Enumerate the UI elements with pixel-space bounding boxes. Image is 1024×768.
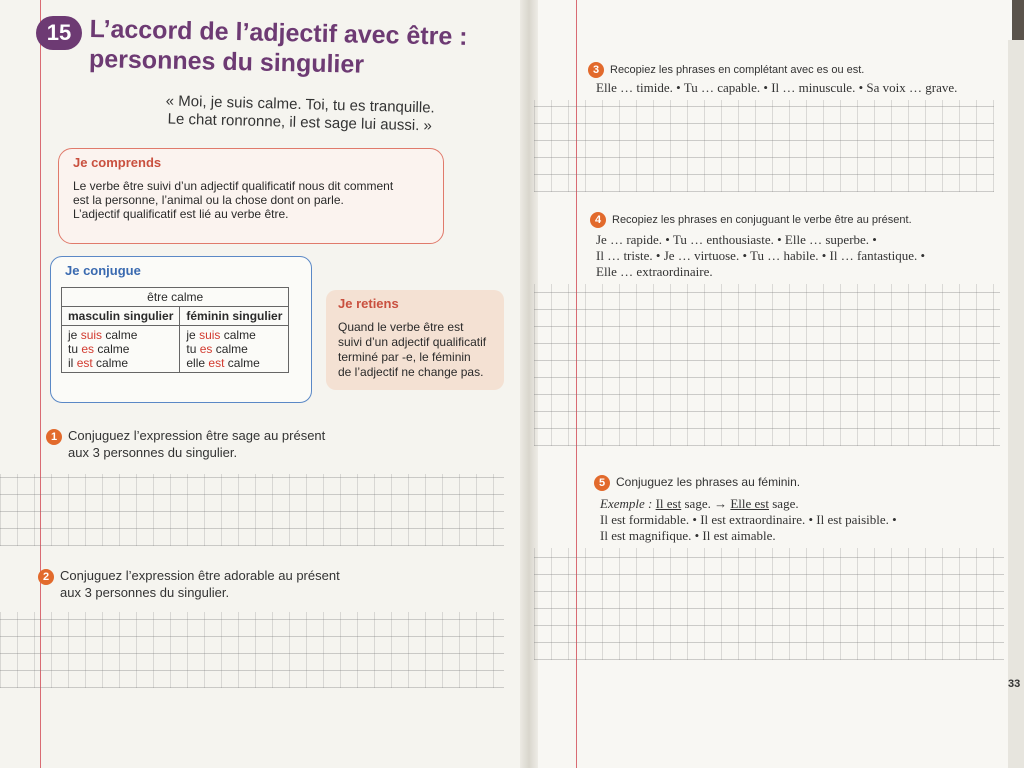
masc-cell — [62, 326, 180, 373]
fem-cell — [180, 326, 289, 373]
col-masculin: masculin singulier — [62, 307, 180, 326]
exercise-5 — [594, 474, 800, 491]
masc-row — [68, 342, 173, 356]
exercise-3-writing-grid[interactable] — [534, 100, 994, 192]
pronoun: je — [68, 328, 78, 342]
je-conjugue-box — [50, 256, 312, 403]
verb: suis — [80, 328, 103, 342]
masc-row — [68, 356, 173, 370]
table-title: être calme — [62, 288, 289, 307]
col-feminin: féminin singulier — [180, 307, 289, 326]
fem-row — [186, 342, 282, 356]
exercise-2-writing-grid[interactable] — [0, 612, 504, 688]
exercise-5-sentences — [600, 496, 897, 544]
example-subject-fem: Elle est — [730, 496, 769, 511]
comprends-line3: L’adjectif qualificatif est lié au verbe être. — [73, 207, 289, 221]
adjective: calme — [223, 328, 256, 342]
retiens-line2: suivi d’un adjectif qualificatif — [338, 335, 487, 349]
example-mid: sage. → — [684, 496, 728, 511]
verb: es — [81, 342, 95, 356]
comprends-line2: est la personne, l’animal ou la chose dont on parle. — [73, 193, 344, 207]
example-label: Exemple : — [600, 496, 653, 511]
page-edges — [1008, 40, 1024, 768]
exercise-5-line2: Il est magnifique. • Il est aimable. — [600, 528, 776, 543]
exercise-4-line3: Elle … extraordinaire. — [596, 264, 713, 279]
exercise-2 — [38, 568, 340, 601]
pronoun: tu — [68, 342, 79, 356]
lesson-title — [89, 14, 468, 82]
exercise-5-instruction: Conjuguez les phrases au féminin. — [616, 475, 801, 489]
adjective: calme — [96, 356, 129, 370]
exercise-2-line1: Conjuguez l’expression être adorable au présent — [60, 568, 340, 583]
retiens-line1: Quand le verbe être est — [338, 320, 464, 334]
exercise-5-badge: 5 — [594, 475, 610, 491]
fem-row — [186, 356, 282, 370]
exercise-1-line2: aux 3 personnes du singulier. — [68, 444, 238, 460]
exercise-4 — [590, 212, 912, 228]
example-subject-masc: Il est — [655, 496, 682, 511]
page-number: 33 — [1008, 678, 1021, 690]
je-retiens-text — [338, 320, 498, 380]
conjugation-table — [61, 287, 289, 373]
exercise-4-instruction: Recopiez les phrases en conjuguant le verbe être au présent. — [612, 214, 912, 226]
exercise-4-line1: Je … rapide. • Tu … enthousiaste. • Elle … superbe. • — [596, 232, 877, 247]
fem-row — [186, 328, 282, 342]
exercise-3-sentences: Elle … timide. • Tu … capable. • Il … minuscule. • Sa voix … grave. — [596, 80, 958, 95]
verb: est — [76, 356, 93, 370]
exercise-3-badge: 3 — [588, 62, 604, 78]
exercise-3 — [588, 62, 864, 78]
exercise-2-badge: 2 — [38, 569, 54, 585]
verb: es — [199, 342, 213, 356]
lesson-title-line2: personnes du singulier — [88, 44, 365, 79]
lesson-number-badge: 15 — [36, 16, 82, 50]
example-end: sage. — [772, 496, 799, 511]
pronoun: il — [68, 356, 74, 370]
exercise-3-instruction: Recopiez les phrases en complétant avec es ou est. — [610, 64, 865, 76]
exercise-1-line1: Conjuguez l’expression être sage au présent — [68, 428, 326, 443]
je-comprends-box — [58, 148, 444, 244]
exercise-1-writing-grid[interactable] — [0, 474, 504, 546]
exercise-5-example — [600, 496, 897, 512]
exercise-1 — [46, 428, 325, 461]
retiens-line3: terminé par -e, le féminin — [338, 350, 471, 364]
quote-line2: Le chat ronronne, il est sage lui aussi. » — [167, 110, 433, 135]
retiens-line4: de l’adjectif ne change pas. — [338, 365, 484, 379]
verb: est — [208, 356, 225, 370]
lesson-title-line1: L’accord de l’adjectif avec être : — [89, 14, 468, 51]
adjective: calme — [97, 342, 130, 356]
adjective: calme — [227, 356, 260, 370]
exercise-5-writing-grid[interactable] — [534, 548, 1004, 660]
exercise-5-line1: Il est formidable. • Il est extraordinaire. • Il est paisible. • — [600, 512, 897, 527]
masc-row — [68, 328, 173, 342]
quote-line1: « Moi, je suis calme. Toi, tu es tranquille. — [165, 92, 435, 117]
je-comprends-text — [73, 179, 433, 221]
adjective: calme — [215, 342, 248, 356]
adjective: calme — [105, 328, 138, 342]
pronoun: je — [186, 328, 196, 342]
exercise-4-sentences — [596, 232, 925, 280]
exercise-2-line2: aux 3 personnes du singulier. — [60, 584, 230, 600]
exercise-1-badge: 1 — [46, 429, 62, 445]
exercise-4-writing-grid[interactable] — [534, 284, 1000, 446]
je-retiens-box — [326, 290, 504, 390]
je-comprends-heading: Je comprends — [73, 155, 162, 170]
verb: suis — [199, 328, 221, 342]
je-retiens-heading: Je retiens — [338, 296, 399, 311]
pronoun: elle — [186, 356, 206, 370]
je-conjugue-heading: Je conjugue — [65, 263, 141, 278]
pronoun: tu — [186, 342, 197, 356]
comprends-line1: Le verbe être suivi d’un adjectif qualificatif nous dit comment — [73, 179, 394, 193]
exercise-4-badge: 4 — [590, 212, 606, 228]
exercise-4-line2: Il … triste. • Je … virtuose. • Tu … habile. • Il … fantastique. • — [596, 248, 926, 263]
